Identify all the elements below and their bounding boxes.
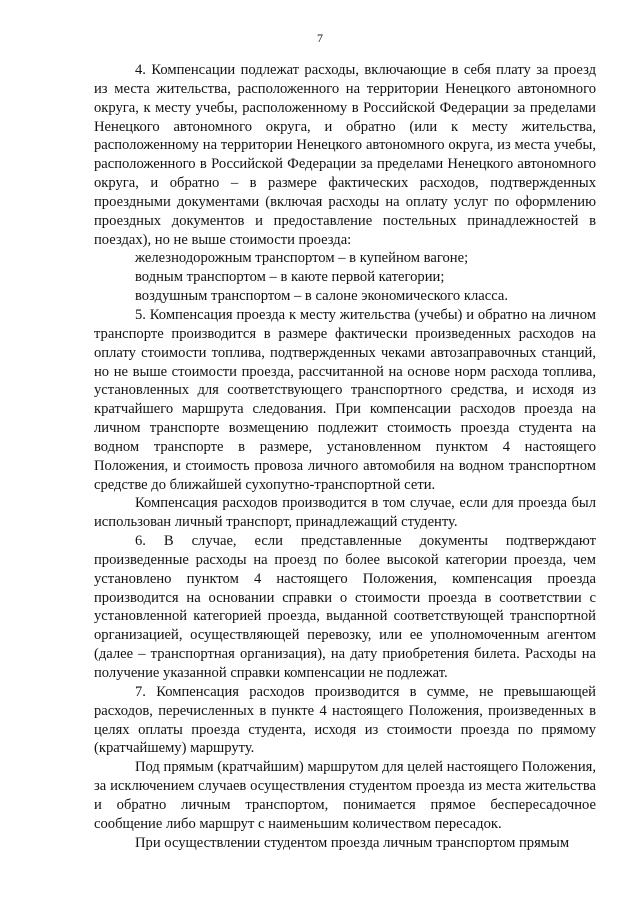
paragraph-personal-transport-route: При осуществлении студентом проезда личным транспортом прямым (135, 834, 570, 851)
paragraph-personal-transport-condition: Компенсация расходов производится в том случае, если для проезда был использован личный транспорт, принадлежащий студенту. (94, 495, 596, 531)
document-body (94, 61, 596, 852)
list-item-water: водным транспортом – в каюте первой категории; (135, 269, 445, 286)
paragraph-4-compensation-scope: 4. Компенсации подлежат расходы, включающие в себя плату за проезд из места жительства, расположенного на территории Ненецкого автономного округа, к месту учебы, расположенному в Российской Федерации за пределами Ненецкого автономного округа, и обратно (или к месту жительства, расположенному на территории Ненецкого автономного округа, из места учебы, расположенного в Российской Федерации за пределами Ненецкого автономного округа, и обратно – в размере фактических расходов, подтвержденных проездными документами (включая расходы на оплату услуг по оформлению проездных документов и предоставление постельных принадлежностей в поездах), но не выше стоимости проезда: (94, 62, 596, 248)
list-item-air: воздушным транспортом – в салоне экономического класса. (135, 288, 508, 305)
paragraph-5-personal-transport: 5. Компенсация проезда к месту жительства (учебы) и обратно на личном транспорте производится в размере фактически произведенных расходов на оплату стоимости топлива, подтвержденных чеками автозаправочных станций, но не выше стоимости проезда, рассчитанной на основе норм расхода топлива, установленных для соответствующего транспортного средства, и исходя из кратчайшего маршрута следования. При компенсации расходов проезда на личном транспорте возмещению подлежит стоимость проезда студента на водном транспорте в размере, установленном пунктом 4 настоящего Положения, и стоимость провоза личного автомобиля на водном транспортном средстве до ближайшей сухопутно-транспортной сети. (94, 306, 596, 493)
paragraph-7-compensation-limit: 7. Компенсация расходов производится в сумме, не превышающей расходов, перечисленных в пункте 4 настоящего Положения, произведенных в целях оплаты проезда студента, исходя из стоимости проезда по прямому (кратчайшему) маршруту. (94, 683, 596, 757)
list-item-rail: железнодорожным транспортом – в купейном вагоне; (135, 250, 469, 267)
paragraph-direct-route-definition: Под прямым (кратчайшим) маршрутом для целей настоящего Положения, за исключением случаев осуществления студентом проезда из места жительства и обратно личным транспортом, понимается прямое беспересадочное сообщение либо маршрут с наименьшим количеством пересадок. (94, 759, 596, 832)
page-number: 7 (317, 31, 323, 45)
paragraph-6-higher-category: 6. В случае, если представленные документы подтверждают произведенные расходы на проезд по более высокой категории проезда, чем установлено пунктом 4 настоящего Положения, компенсация проезда производится на основании справки о стоимости проезда в соответствии с установленной категорией проезда, выданной соответствующей транспортной организацией, осуществляющей перевозку, или ее уполномоченным агентом (далее – транспортная организация), на дату приобретения билета. Расходы на получение указанной справки компенсации не подлежат. (94, 533, 596, 681)
